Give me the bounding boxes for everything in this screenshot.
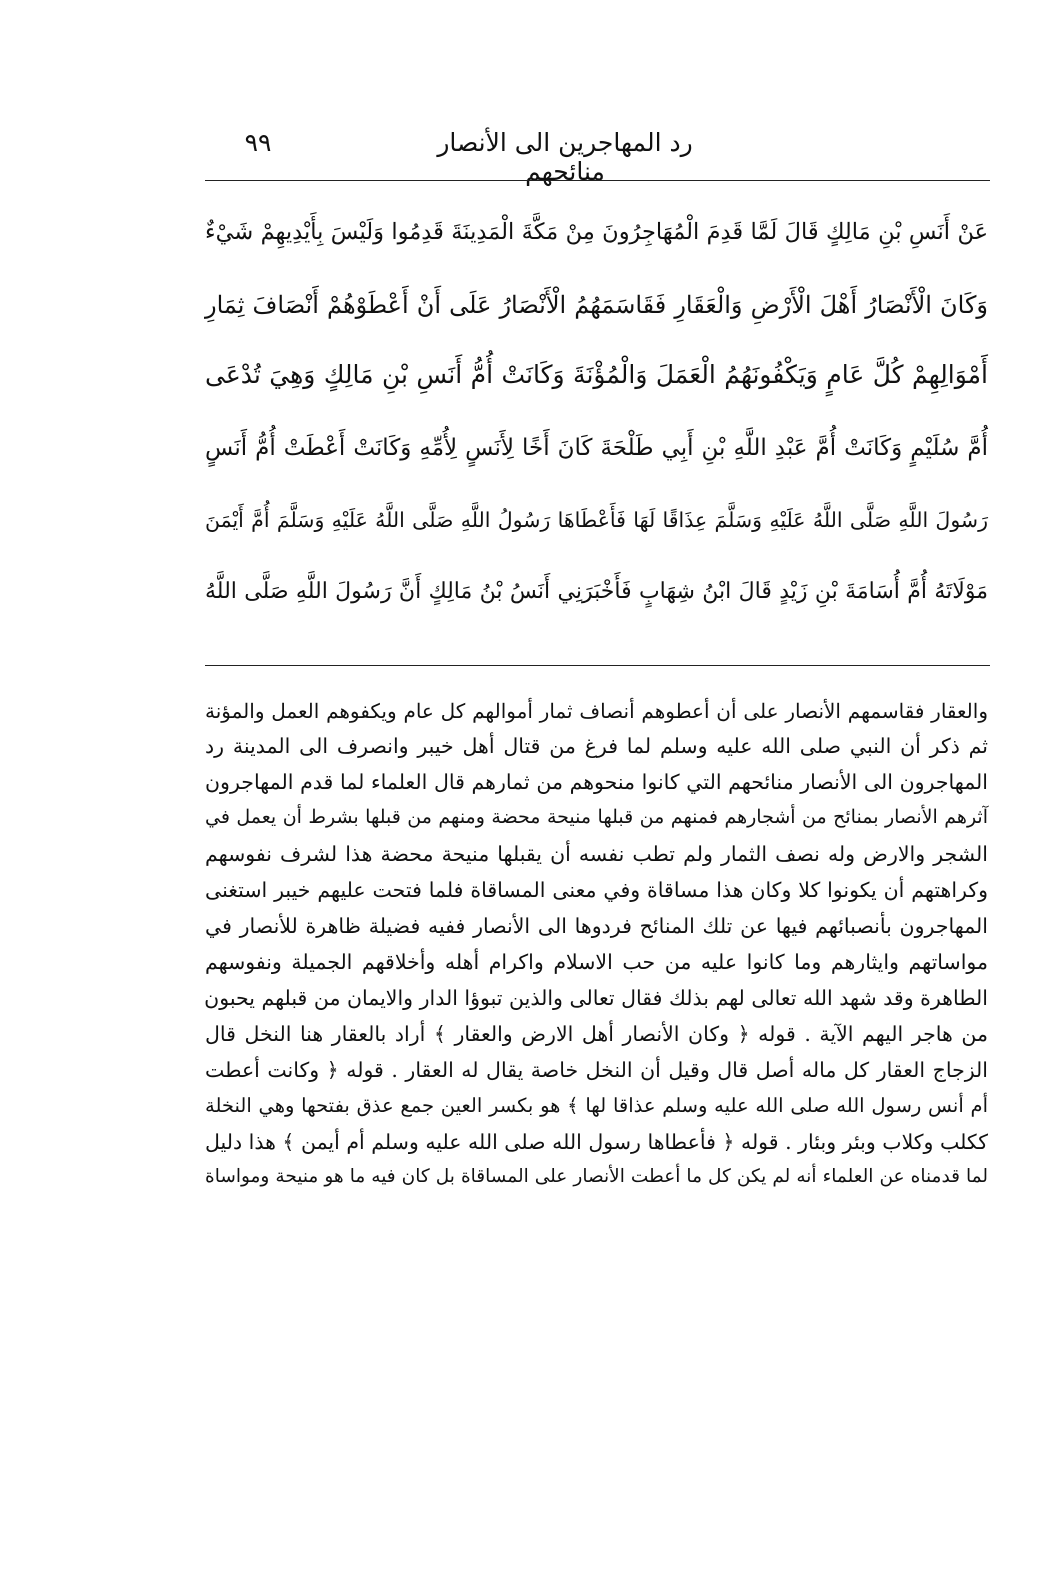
running-title: رد المهاجرين الى الأنصار منائحهم [437,128,693,186]
commentary-line: آثرهم الأنصار بمنائح من أشجارهم فمنهم من قبلها منيحة محضة ومنهم من قبلها بشرط أن يعمل في [205,806,988,828]
commentary-line: ثم ذكر أن النبي صلى الله عليه وسلم لما فرغ من قتال أهل خيبر وانصرف الى المدينة رد [205,734,988,758]
commentary-line: أم أنس رسول الله صلى الله عليه وسلم عذاقا لها ﴾ هو بكسر العين جمع عذق بفتحها وهي النخلة [205,1094,988,1117]
commentary-line: المهاجرون الى الأنصار منائحهم التي كانوا منحوهم من ثمارهم قال العلماء لما قدم المهاجرون [205,770,988,794]
hadith-line: مَوْلَاتَهُ أُمَّ أُسَامَةَ بْنِ زَيْدٍ قَالَ ابْنُ شِهَابٍ فَأَخْبَرَنِي أَنَسُ بْنُ مَالِكٍ أَنَّ رَسُولَ اللَّهِ صَلَّى اللَّهُ [205,579,988,604]
commentary-line: لما قدمناه عن العلماء أنه لم يكن كل ما أعطت الأنصار على المساقاة بل كان فيه ما هو منيحة ومواساة [205,1166,988,1187]
commentary-line: وكراهتهم أن يكونوا كلا وكان هذا مساقاة وفي معنى المساقاة فلما فتحت عليهم خيبر استغنى [205,878,988,902]
hadith-line: أُمَّ سُلَيْمٍ وَكَانَتْ أُمَّ عَبْدِ اللَّهِ بْنِ أَبِي طَلْحَةَ كَانَ أَخًا لِأَنَسٍ لِأُمِّهِ وَكَانَتْ أَعْطَتْ أُمُّ أَنَسٍ [205,435,988,461]
commentary-line: الزجاج العقار كل ماله أصل قال وقيل أن النخل خاصة يقال له العقار . قوله ﴿ وكانت أعطت [205,1058,988,1082]
commentary-line: من هاجر اليهم الآية . قوله ﴿ وكان الأنصار أهل الارض والعقار ﴾ أراد بالعقار هنا النخل قال [205,1022,988,1046]
commentary-line: الطاهرة وقد شهد الله تعالى لهم بذلك فقال تعالى والذين تبوؤا الدار والايمان من قبلهم يحبون [204,986,988,1010]
commentary-line: ككلب وكلاب وبئر وبئار . قوله ﴿ فأعطاها رسول الله صلى الله عليه وسلم أم أيمن ﴾ هذا دليل [205,1130,988,1154]
commentary-line: مواساتهم وايثارهم وما كانوا عليه من حب الاسلام واكرام أهله وأخلاقهم الجميلة ونفوسهم [205,950,988,974]
commentary-line: الشجر والارض وله نصف الثمار ولم تطب نفسه أن يقبلها منيحة محضة هذا لشرف نفوسهم [205,842,988,866]
commentary-line: المهاجرون بأنصبائهم فيها عن تلك المنائح فردوها الى الأنصار ففيه فضيلة ظاهرة للأنصار في [205,914,988,938]
commentary-line: والعقار فقاسمهم الأنصار على أن أعطوهم أنصاف ثمار أموالهم كل عام ويكفوهم العمل والمؤنة [205,699,988,723]
hadith-line: رَسُولَ اللَّهِ صَلَّى اللَّهُ عَلَيْهِ وَسَلَّمَ عِذَاقًا لَهَا فَأَعْطَاهَا رَسُولُ اللَّهِ صَلَّى اللَّهُ عَلَيْهِ وَسَلَّمَ أُمَّ أَيْمَنَ [205,508,988,532]
page-number: ٩٩ [244,128,272,157]
hadith-line: أَمْوَالِهِمْ كُلَّ عَامٍ وَيَكْفُونَهُمُ الْعَمَلَ وَالْمُؤْنَةَ وَكَانَتْ أُمُّ أَنَسِ بْنِ مَالِكٍ وَهِيَ تُدْعَى [205,360,988,389]
header-rule [205,180,990,181]
hadith-line: عَنْ أَنَسِ بْنِ مَالِكٍ قَالَ لَمَّا قَدِمَ الْمُهَاجِرُونَ مِنْ مَكَّةَ الْمَدِينَةَ قَدِمُوا وَلَيْسَ بِأَيْدِيهِمْ شَيْءٌ [205,219,988,245]
hadith-line: وَكَانَ الْأَنْصَارُ أَهْلَ الْأَرْضِ وَالْعَقَارِ فَقَاسَمَهُمُ الْأَنْصَارُ عَلَى أَنْ أَعْطَوْهُمْ أَنْصَافَ ثِمَارِ [205,291,988,319]
section-divider [205,665,990,666]
